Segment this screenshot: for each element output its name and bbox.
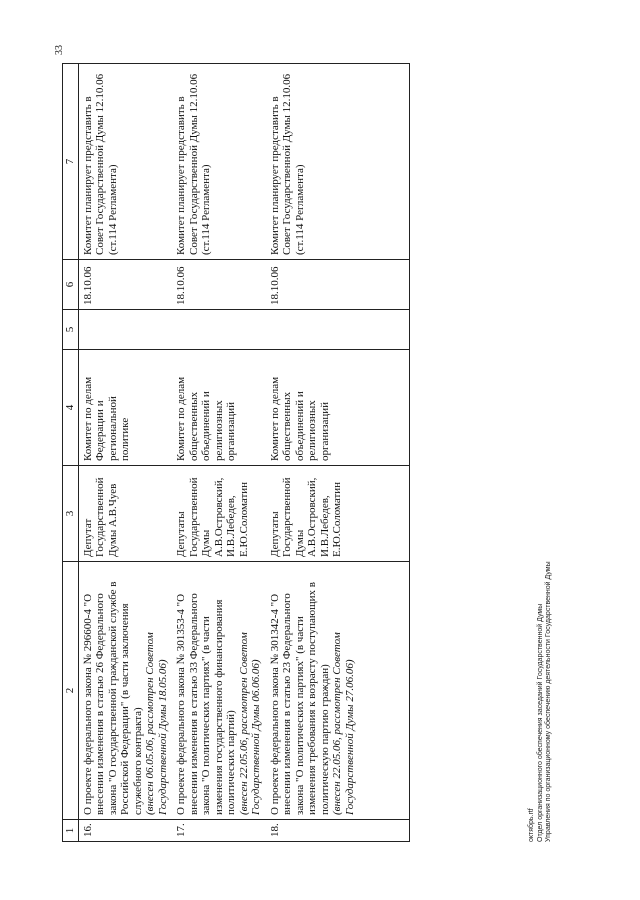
col5-value [266,310,410,350]
col-header-2: 2 [63,562,79,820]
row-number: 18. [266,820,410,842]
date: 18.10.06 [266,260,410,310]
status: Комитет планирует представить в Совет Государственной Думы 12.10.06 (ст.114 Регламента) [266,64,410,260]
col-header-3: 3 [63,466,79,562]
col-header-4: 4 [63,350,79,466]
col-header-6: 6 [63,260,79,310]
page-number: 33 [54,45,65,55]
footer-department: Отдел организационного обеспечения заседаний Государственной Думы [536,603,544,842]
bills-table [62,63,410,842]
table-row [78,64,172,842]
committee: Комитет по делам общественных объединений и религиозных организаций [266,350,410,466]
committee: Комитет по делам общественных объединений и религиозных организаций [172,350,266,466]
col-header-1: 1 [63,820,79,842]
status: Комитет планирует представить в Совет Государственной Думы 12.10.06 (ст.114 Регламента) [78,64,172,260]
footer-filename: октябрь.rtf [528,808,535,842]
row-number: 16. [78,820,172,842]
bill-title: О проекте федерального закона № 296600-4 "О внесении изменения в статью 26 Федерального закона "О государственной гражданской службе в Российской Федерации" (в части заключения служебного контракта) [81,581,144,815]
table-row [172,64,266,842]
bill-title: О проекте федерального закона № 301342-4 "О внесении изменения в статью 23 Федерального закона "О политических партиях" (в части изменения требования к возрасту поступающих в политическую партию граждан) [268,582,331,815]
bill-title: О проекте федерального закона № 301353-4 "О внесении изменения в статью 33 Федерального закона "О политических партиях" (в части изменения государственного финансирования политических партий) [175,593,237,815]
authors: Депутат Государственной Думы А.В.Чуев [78,466,172,562]
bill-note: (внесен 22.05.06, рассмотрен Советом Государственной Думы 06.06.06) [237,632,262,815]
row-number: 17. [172,820,266,842]
committee: Комитет по делам Федерации и региональной политике [78,350,172,466]
bill-title-cell [78,562,172,820]
col-header-7: 7 [63,64,79,260]
bill-note: (внесен 06.05.06, рассмотрен Советом Государственной Думы 18.05.06) [144,632,169,815]
date: 18.10.06 [78,260,172,310]
document-sheet [50,30,590,850]
bill-note: (внесен 22.05.06, рассмотрен Советом Государственной Думы 27.06.06) [331,632,356,815]
col5-value [172,310,266,350]
col-header-5: 5 [63,310,79,350]
bill-title-cell [172,562,266,820]
document-footer [528,561,554,842]
date: 18.10.06 [172,260,266,310]
rotated-page [50,30,590,850]
status: Комитет планирует представить в Совет Государственной Думы 12.10.06 (ст.114 Регламента) [172,64,266,260]
table-row [266,64,410,842]
bill-title-cell [266,562,410,820]
col5-value [78,310,172,350]
header-row [63,64,79,842]
footer-directorate: Управления по организационному обеспечению деятельности Государственной Думы [545,561,552,842]
authors: Депутаты Государственной Думы А.В.Островский, И.В.Лебедев, Е.Ю.Соломатин [266,466,410,562]
authors: Депутаты Государственной Думы А.В.Островский, И.В.Лебедев, Е.Ю.Соломатин [172,466,266,562]
